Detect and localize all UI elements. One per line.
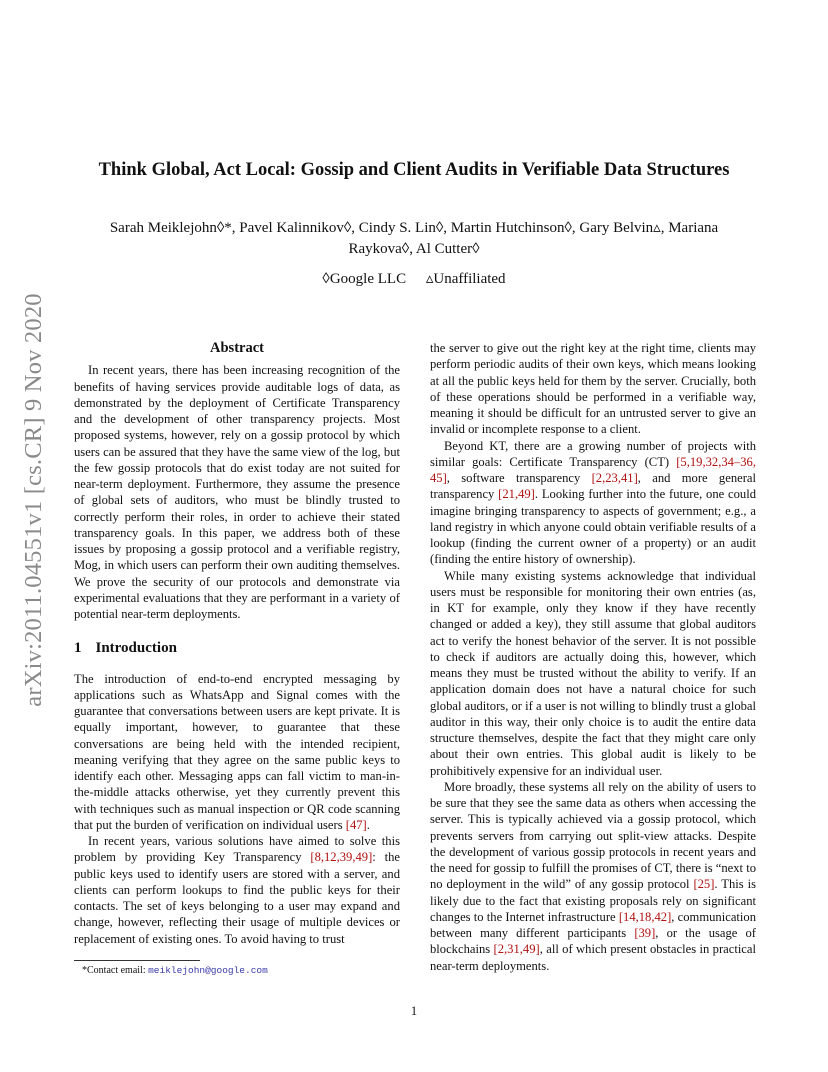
left-column bbox=[74, 340, 400, 947]
right-column bbox=[430, 340, 756, 974]
affiliation-google: ◊Google LLC bbox=[322, 271, 407, 287]
abstract-heading: Abstract bbox=[210, 340, 264, 356]
section-heading bbox=[74, 640, 400, 656]
author-line-1: Sarah Meiklejohn◊*, Pavel Kalinnikov◊, Cindy S. Lin◊, Martin Hutchinson◊, Gary Belvin▵, Mariana bbox=[109, 220, 719, 236]
paper-title: Think Global, Act Local: Gossip and Client Audits in Verifiable Data Structures bbox=[98, 160, 730, 180]
affiliations bbox=[80, 269, 748, 288]
right-paragraph-3: While many existing systems acknowledge that individual users must be responsible for monitoring their own entries (as, in KT for example, only they know if they have recently changed or added a key), they still assume that global auditors act to verify the honest behavior of the server. It is not possible to check if auditors are actually doing this, however, which means they must be trusted without the ability to verify. If an application domain does not have a natural choice for such global auditors, or if a user is not willing to blindly trust a global auditor in this way, their only choice is to audit the entire data structure themselves, despite the fact that they might care only about their own entries. This global audit is likely to be prohibitively expensive for an individual user. bbox=[430, 568, 756, 778]
arxiv-sidebar-stamp bbox=[14, 290, 54, 710]
citation-link[interactable]: [39] bbox=[634, 926, 656, 940]
footnote-rule bbox=[74, 960, 200, 961]
footnote bbox=[82, 965, 268, 976]
footnote-label: *Contact email: bbox=[82, 965, 149, 976]
citation-link[interactable]: [25] bbox=[693, 877, 715, 892]
citation-link[interactable]: [8,12,39,49] bbox=[310, 850, 373, 865]
citation-link[interactable]: [5,19,32,34–36, 45] bbox=[430, 454, 756, 485]
affiliation-unaffiliated: ▵Unaffiliated bbox=[425, 271, 506, 287]
author-line-2: Raykova◊, Al Cutter◊ bbox=[348, 241, 480, 257]
contact-email-link[interactable]: meiklejohn@google.com bbox=[148, 965, 268, 976]
section-title: Introduction bbox=[95, 640, 177, 657]
arxiv-identifier: arXiv:2011.04551v1 [cs.CR] 9 Nov 2020 bbox=[20, 293, 47, 707]
intro-paragraph-2: In recent years, various solutions have aimed to solve this problem by providing Key Transparency [8,12,39,49]: the public keys used to identify users are stored with a server, and clients can perform lookups to find the public keys for their contacts. The set of keys belonging to a user may expand and change, however, reflecting their usage of multiple devices or replacement of existing ones. To avoid having to trust bbox=[74, 834, 400, 946]
section-number: 1 bbox=[74, 640, 82, 657]
intro-paragraph-1: The introduction of end-to-end encrypted messaging by applications such as WhatsApp and Signal comes with the guarantee that conversations between users are kept private. It is equally important, however, to guarantee that these conversations are being held with the intended recipient, meaning verifying that they agree on the same public keys to identify each other. Messaging apps can fall victim to man-in-the-middle attacks otherwise, yet they currently prevent this with techniques such as manual inspection or QR code scanning that put the burden of verification on individual users [47]. bbox=[74, 671, 400, 832]
right-paragraph-1: the server to give out the right key at the right time, clients may perform periodic audits of their own keys, which means looking at all the public keys held for them by the server. Crucially, both of these operations should be performed in a verifiable way, meaning it should be difficult for an untrusted server to give an invalid or incomplete response to a client. bbox=[430, 341, 756, 437]
author-list bbox=[80, 218, 748, 260]
citation-link[interactable]: [47] bbox=[345, 817, 367, 832]
right-paragraph-2: Beyond KT, there are a growing number of projects with similar goals: Certificate Transparency (CT) [5,19,32,34–36, 45], software transparency [2,23,41], and more general transparency [21,49]. Looking further into the future, one could imagine bringing transparency to aspects of government; e.g., a land registry in which anyone could obtain verifiable results of a lookup (finding the current owner of a property) or an audit (finding the entire history of ownership). bbox=[430, 438, 756, 567]
right-paragraph-4: More broadly, these systems all rely on the ability of users to be sure that they see the same data as others when accessing the server. This is typically achieved via a gossip protocol, which prevents servers from carrying out split-view attacks. Despite the development of various gossip protocols in recent years and the need for gossip to fulfill the promises of CT, there is “next to no deployment in the wild” of any gossip protocol [25]. This is likely due to the fact that existing proposals rely on significant changes to the Internet infrastructure [14,18,42], communication between many different participants [39], or the usage of blockchains [2,31,49], all of which present obstacles in practical near-term deployments. bbox=[430, 779, 757, 973]
abstract-text: In recent years, there has been increasing recognition of the benefits of having services provide auditable logs of data, as demonstrated by the deployment of Certificate Transparency and the development of other transparency projects. Most proposed systems, however, rely on a gossip protocol by which users can be assured that they have the same view of the log, but the few gossip protocols that do exist today are not suited for near-term deployment. Furthermore, they assume the presence of global sets of auditors, who must be blindly trusted to correctly perform their roles, in order to achieve their stated transparency goals. In this paper, we address both of these issues by proposing a gossip protocol and a verifiable registry, Mog, in which users can perform their own auditing themselves. We prove the security of our protocols and demonstrate via experimental evaluations that they are performant in a variety of potential near-term deployments. bbox=[74, 363, 400, 621]
page-number: 1 bbox=[410, 1004, 418, 1018]
citation-link[interactable]: [21,49] bbox=[498, 487, 535, 502]
citation-link[interactable]: [2,23,41] bbox=[591, 471, 638, 485]
citation-link[interactable]: [14,18,42] bbox=[618, 909, 672, 924]
citation-link[interactable]: [2,31,49] bbox=[493, 942, 540, 957]
